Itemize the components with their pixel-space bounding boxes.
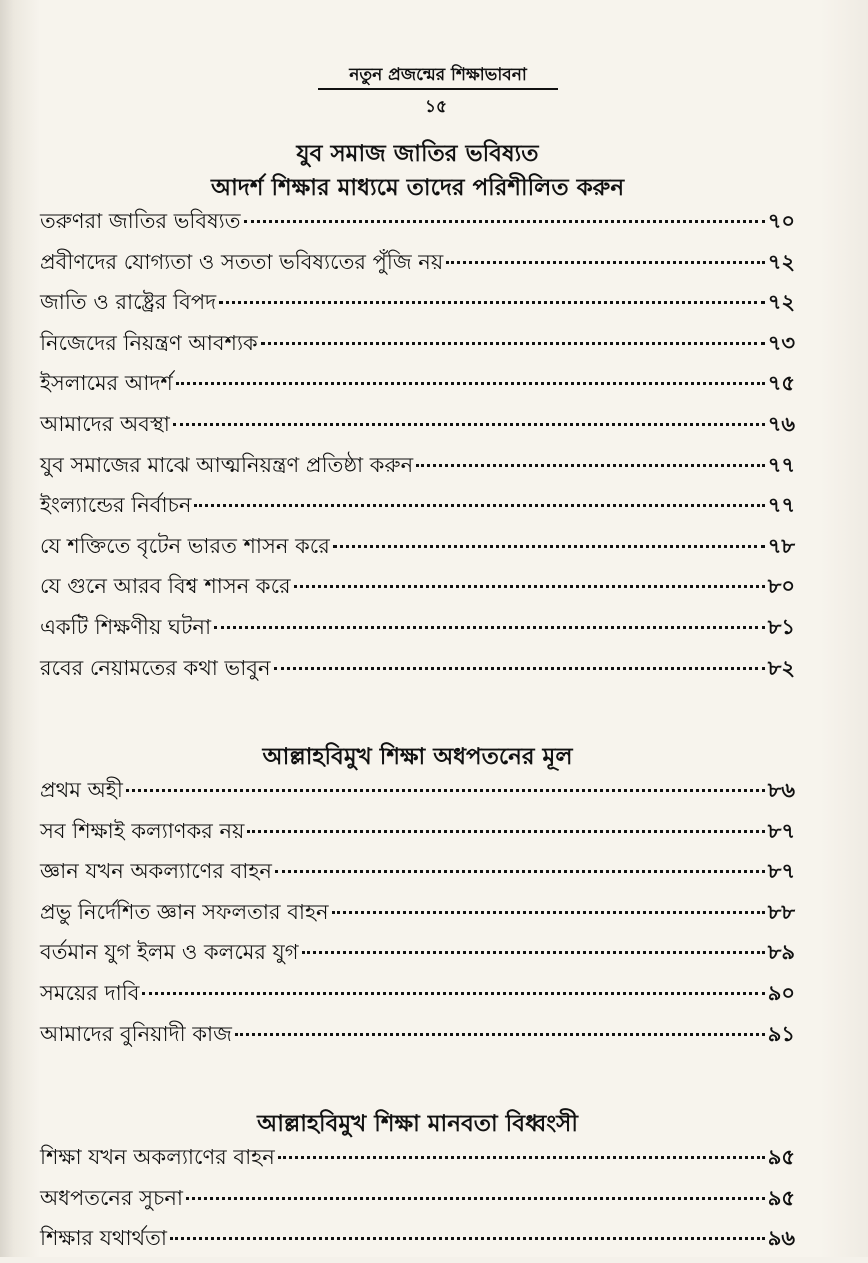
toc-list	[40, 1141, 795, 1263]
toc-entry-page: ৮২	[767, 655, 795, 680]
dot-leader	[294, 585, 765, 588]
dot-leader	[275, 870, 765, 873]
dot-leader	[333, 545, 765, 548]
toc-entry	[40, 896, 795, 937]
toc-entry-page: ৯০	[767, 980, 795, 1005]
toc-section-godless-education-decline	[40, 740, 795, 1058]
toc-entry-title: প্রথম অহী	[40, 778, 123, 802]
toc-entry-page: ৭৩	[767, 330, 795, 355]
toc-entry	[40, 286, 795, 327]
toc-entry	[40, 408, 795, 449]
toc-entry-title: বর্তমান যুগ ইলম ও কলমের যুগ	[40, 940, 299, 965]
toc-list	[40, 205, 795, 692]
toc-entry-page: ৮৯	[767, 940, 795, 965]
section-heading: যুব সমাজ জাতির ভবিষ্যত	[296, 141, 539, 167]
toc-entry	[40, 774, 795, 815]
toc-entry-page: ৮০	[767, 574, 795, 599]
toc-entry-title: যুব সমাজের মাঝে আত্মনিয়ন্ত্রণ প্রতিষ্ঠা করুন	[40, 452, 414, 477]
section-heading: আল্লাহবিমুখ শিক্ষা মানবতা বিধ্বংসী	[257, 1111, 578, 1137]
dot-leader	[219, 301, 765, 304]
toc-entry	[40, 449, 795, 490]
toc-entry-title: জ্ঞান যখন অকল্যাণের বাহন	[40, 859, 272, 884]
toc-entry-page: ৮৮	[767, 899, 795, 924]
toc-list	[40, 774, 795, 1058]
toc-entry	[40, 489, 795, 530]
toc-entry-title: শিক্ষার যথার্থতা	[40, 1226, 167, 1251]
dot-leader	[126, 789, 765, 792]
toc-entry-page: ৭৭	[767, 493, 795, 518]
dot-leader	[446, 261, 764, 264]
toc-entry-title: সব শিক্ষাই কল্যাণকর নয়	[40, 818, 245, 843]
toc-entry-page: ৭৮	[767, 533, 795, 558]
toc-entry-page: ৭৫	[767, 371, 795, 396]
dot-leader	[214, 626, 765, 629]
toc-entry	[40, 1141, 795, 1182]
toc-entry	[40, 977, 795, 1018]
toc-entry-title: প্রভু নির্দেশিত জ্ঞান সফলতার বাহন	[40, 899, 329, 924]
toc-section-youth	[40, 137, 795, 692]
toc-entry-page: ৯৫	[767, 1185, 795, 1210]
toc-entry	[40, 936, 795, 977]
dot-leader	[274, 667, 765, 670]
toc-entry	[40, 530, 795, 571]
toc-entry-title: ইসলামের আদর্শ	[40, 371, 173, 396]
toc-entry-title: আমাদের বুনিয়াদী কাজ	[40, 1021, 232, 1046]
header-rule	[318, 88, 558, 90]
dot-leader	[247, 830, 764, 833]
dot-leader	[244, 220, 765, 223]
toc-entry-page: ৯১	[767, 1021, 795, 1046]
dot-leader	[278, 1156, 765, 1159]
toc-entry-page: ৮৭	[767, 818, 795, 843]
toc-entry-title: প্রবীণদের যোগ্যতা ও সততা ভবিষ্যতের পুঁজি নয়	[40, 249, 444, 274]
toc-entry	[40, 327, 795, 368]
toc-entry-title: নিজেদের নিয়ন্ত্রণ আবশ্যক	[40, 330, 258, 355]
section-heading: আদর্শ শিক্ষার মাধ্যমে তাদের পরিশীলিত করুন	[210, 175, 625, 201]
toc-entry	[40, 815, 795, 856]
dot-leader	[194, 504, 764, 507]
dot-leader	[416, 464, 765, 467]
dot-leader	[332, 911, 765, 914]
dot-leader	[170, 1237, 765, 1240]
toc-entry-title: শিক্ষা যখন অকল্যাণের বাহন	[40, 1145, 275, 1169]
toc-entry-page: ৮৭	[767, 859, 795, 884]
toc-entry-title: ইংল্যান্ডের নির্বাচন	[40, 493, 192, 518]
toc-entry-title: তরুণরা জাতির ভবিষ্যত	[40, 209, 241, 233]
toc-entry-page: ৭৭	[767, 452, 795, 477]
toc-entry	[40, 855, 795, 896]
toc-entry-page: ৭৬	[767, 411, 795, 436]
toc-entry-page: ৮১	[767, 614, 795, 639]
toc-entry	[40, 1182, 795, 1223]
dot-leader	[186, 1197, 765, 1200]
running-head: নতুন প্রজন্মের শিক্ষাভাবনা	[349, 65, 527, 85]
dot-leader	[235, 1033, 765, 1036]
toc-entry-page: ৯৫	[767, 1145, 795, 1169]
toc-entry-page: ৭২	[767, 290, 795, 315]
toc-entry	[40, 570, 795, 611]
page-number: ১৫	[424, 97, 448, 117]
toc-entry	[40, 652, 795, 693]
toc-entry-page: ৭০	[767, 209, 795, 233]
toc-entry-page: ৭২	[767, 249, 795, 274]
toc-entry-title: আমাদের অবস্থা	[40, 411, 170, 436]
toc-entry	[40, 367, 795, 408]
dot-leader	[302, 951, 765, 954]
toc-entry-title: অধপতনের সুচনা	[40, 1185, 183, 1210]
toc-entry-title: যে গুনে আরব বিশ্ব শাসন করে	[40, 574, 291, 599]
toc-entry	[40, 246, 795, 287]
toc-entry-title: জাতি ও রাষ্ট্রের বিপদ	[40, 290, 217, 315]
toc-entry-title: যে শক্তিতে বৃটেন ভারত শাসন করে	[40, 533, 330, 558]
toc-entry-page: ৯৬	[767, 1226, 795, 1251]
toc-entry	[40, 611, 795, 652]
toc-entry-page: ৮৬	[767, 778, 795, 802]
toc-entry-title: রবের নেয়ামতের কথা ভাবুন	[40, 655, 271, 680]
section-heading: আল্লাহবিমুখ শিক্ষা অধপতনের মূল	[262, 744, 573, 770]
toc-entry-title: একটি শিক্ষণীয় ঘটনা	[40, 614, 212, 639]
dot-leader	[142, 992, 764, 995]
toc-entry-title: সময়ের দাবি	[40, 980, 140, 1005]
toc-entry	[40, 205, 795, 246]
dot-leader	[176, 382, 765, 385]
dot-leader	[261, 342, 765, 345]
toc-section-godless-education-destructive	[40, 1107, 795, 1263]
dot-leader	[173, 423, 765, 426]
toc-entry	[40, 1018, 795, 1059]
